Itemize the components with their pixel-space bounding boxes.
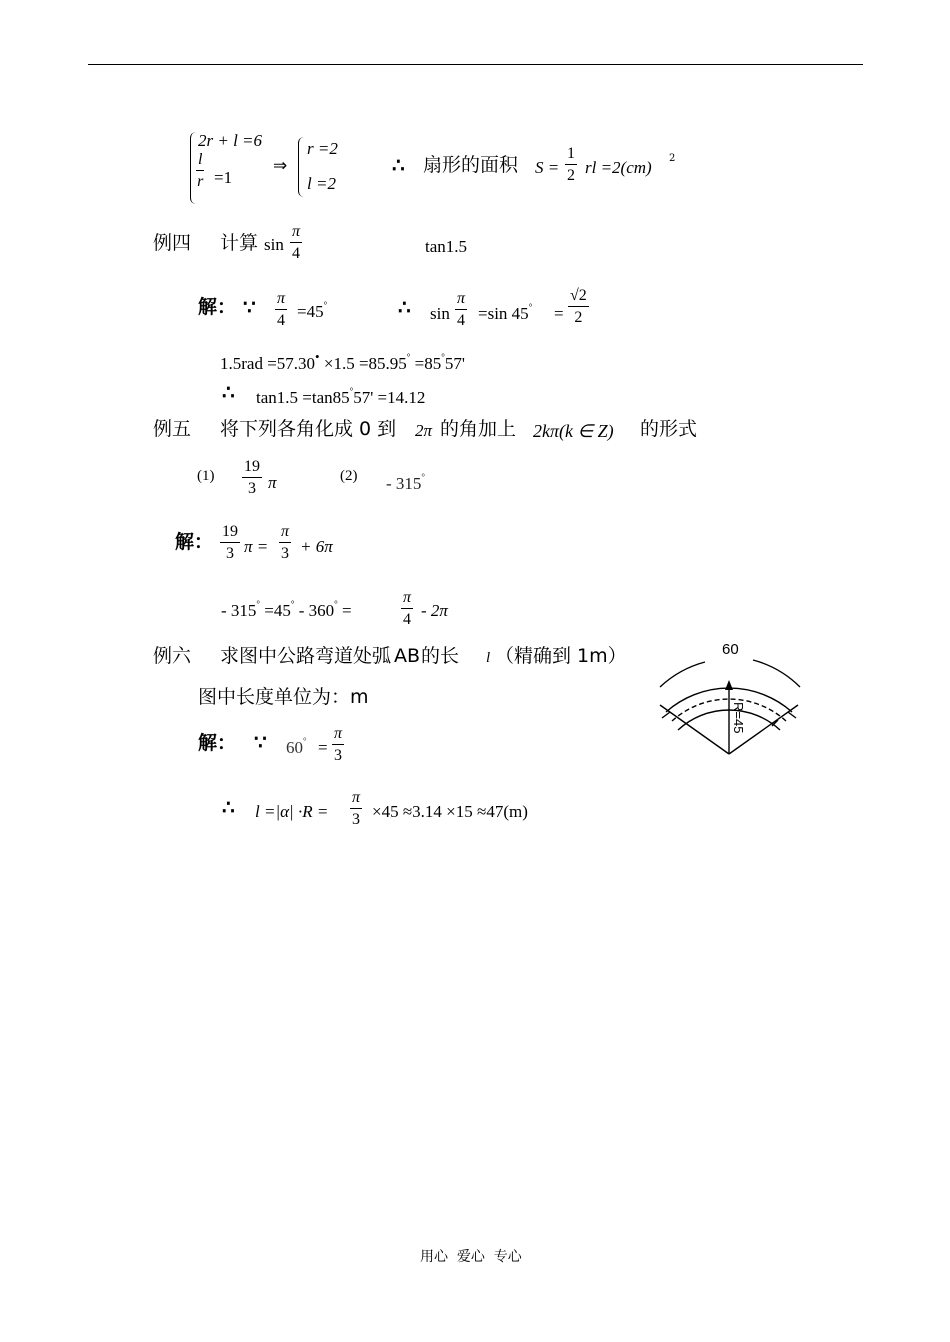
ex6-unit-line: 图中长度单位为：m (198, 686, 369, 708)
frac-num: π (350, 790, 362, 809)
road-curve-diagram (650, 630, 810, 765)
ex4-tan-line: tan1.5 =tan85°57' =14.12 (256, 386, 426, 407)
ex6-l: l (486, 650, 491, 666)
ex4-sol-frac (275, 291, 287, 329)
ex4-tan: tan1.5 (425, 237, 468, 256)
ex4-because: ∵ (243, 297, 256, 319)
frac-den: 3 (248, 480, 256, 497)
s2-b: =45 (264, 601, 291, 620)
frac-den: 3 (352, 811, 360, 828)
outer-arc-left (660, 662, 705, 687)
frac-num: π (401, 590, 413, 609)
ex6-frac (332, 726, 344, 764)
tan-b: 57' =14.12 (353, 388, 426, 407)
ex6-title: 例六 (153, 645, 192, 667)
ex4-sin: sin (264, 235, 284, 254)
ex4-eq-sin45: =sin 45° (478, 302, 533, 323)
ex5-title: 例五 (153, 418, 192, 440)
tick (662, 712, 670, 718)
frac-den: r (197, 173, 204, 190)
ex4-therefore2: ∴ (222, 382, 235, 404)
frac-den: 3 (334, 747, 342, 764)
ex6-ab: AB (394, 645, 421, 667)
s2-d: = (342, 601, 352, 620)
ex6-eq: = (318, 738, 328, 757)
outer-arc-right (753, 660, 800, 687)
frac-num: 1 (565, 146, 577, 165)
val-text: - 315 (386, 474, 422, 493)
ex6-sixty: 60° (286, 736, 307, 757)
frac-num: 19 (242, 459, 262, 478)
rad-a: 1.5rad =57.30 (220, 354, 316, 373)
ex5-s1-tail: + 6π (300, 537, 333, 556)
frac-num: l (196, 152, 204, 171)
ex4-eq45: =45° (297, 300, 328, 321)
half-fraction (565, 146, 577, 184)
radius-left (660, 705, 729, 754)
ex6-text-b: 的长 (421, 645, 460, 667)
ex5-p1-label: (1) (197, 468, 215, 484)
ex5-text-c: 的形式 (640, 418, 698, 440)
rad-d: 57' (444, 354, 465, 373)
ex5-solution-label: 解： (175, 531, 214, 553)
ex4-pi-frac (290, 224, 302, 262)
therefore-symbol: ∴ (392, 155, 405, 177)
ex4-therefore: ∴ (398, 297, 411, 319)
ex4-sqrt-frac (568, 288, 589, 326)
ex6-final-frac (350, 790, 362, 828)
ex4-sin-frac (455, 291, 467, 329)
ex5-two-pi: 2π (415, 421, 433, 440)
s2-c: - 360 (298, 601, 335, 620)
area-label: 扇形的面积 (423, 154, 519, 176)
eq-text: =45 (297, 302, 324, 321)
area-lhs: S = (535, 158, 560, 177)
tick (788, 712, 796, 718)
ex6-final-a: l =|α| ·R = (255, 802, 329, 821)
eq-row2-frac (196, 152, 204, 190)
ex5-s1-pi-frac (279, 524, 291, 562)
ex6-because: ∵ (254, 732, 267, 754)
frac-num: π (290, 224, 302, 243)
ex5-p2-val: - 315° (386, 472, 426, 493)
ex6-text-c: （精确到 1m） (495, 645, 627, 667)
rad-b: ×1.5 =85.95 (323, 354, 407, 373)
radius-label: R=45 (731, 702, 746, 734)
angle-label: 60 (722, 641, 739, 658)
frac-num: π (332, 726, 344, 745)
footer-text: 用心 爱心 专心 (420, 1249, 522, 1265)
ex4-solution-label: 解： (198, 296, 237, 318)
ex5-form: 2kπ(k ∈ Z) (533, 421, 614, 441)
ex4-rad-line: 1.5rad =57.30• ×1.5 =85.95° =85°57' (220, 349, 465, 373)
frac-den: 4 (457, 312, 465, 329)
ex6-solution-label: 解： (198, 732, 237, 754)
s2-a: - 315 (221, 601, 257, 620)
ex5-s2-line: - 315° =45° - 360° = (221, 599, 352, 620)
frac-den: 4 (277, 312, 285, 329)
ex5-s2-frac (401, 590, 413, 628)
frac-num: π (275, 291, 287, 310)
ex5-text-b: 的角加上 (440, 418, 517, 440)
ex4-eq2: = (554, 304, 564, 323)
area-sup: 2 (669, 153, 676, 164)
eq-row2-rhs: =1 (214, 168, 233, 187)
ex5-p2-label: (2) (340, 468, 358, 484)
frac-den: 2 (574, 309, 583, 326)
ex5-s1-mid: π = (244, 537, 269, 556)
frac-den: 3 (281, 545, 289, 562)
arrow-head-icon (725, 680, 733, 690)
ex5-s1-frac (220, 524, 240, 562)
frac-num: 19 (220, 524, 240, 543)
area-rhs: rl =2(cm) (585, 158, 652, 177)
rad-c: =85 (414, 354, 442, 373)
ex5-p1-pi: π (268, 473, 277, 492)
frac-den: 4 (403, 611, 411, 628)
right-brace (298, 137, 305, 197)
implies-symbol: ⇒ (273, 156, 288, 175)
header-rule (88, 64, 863, 65)
result-r: r =2 (307, 139, 338, 158)
frac-den: 2 (567, 167, 575, 184)
ex5-text-a: 将下列各角化成 0 到 (220, 418, 397, 440)
eq-text: =sin 45 (478, 304, 529, 323)
tan-a: tan1.5 =tan85 (256, 388, 350, 407)
result-l: l =2 (307, 174, 336, 193)
ex4-title: 例四 (153, 232, 192, 254)
frac-num: π (455, 291, 467, 310)
ex6-therefore: ∴ (222, 797, 235, 819)
ex4-task: 计算 (220, 232, 259, 254)
ex4-sin2: sin (430, 304, 450, 323)
frac-den: 3 (226, 545, 234, 562)
ex5-s2-tail: - 2π (421, 601, 448, 620)
ex5-p1-frac (242, 459, 262, 497)
ex6-final-b: ×45 ≈3.14 ×15 ≈47(m) (372, 802, 528, 821)
eq-row1: 2r + l =6 (198, 131, 263, 150)
frac-num: π (279, 524, 291, 543)
ex6-text-a: 求图中公路弯道处弧 (220, 645, 392, 667)
frac-den: 4 (292, 245, 300, 262)
frac-num: √2 (568, 288, 589, 307)
sixty-text: 60 (286, 738, 303, 757)
